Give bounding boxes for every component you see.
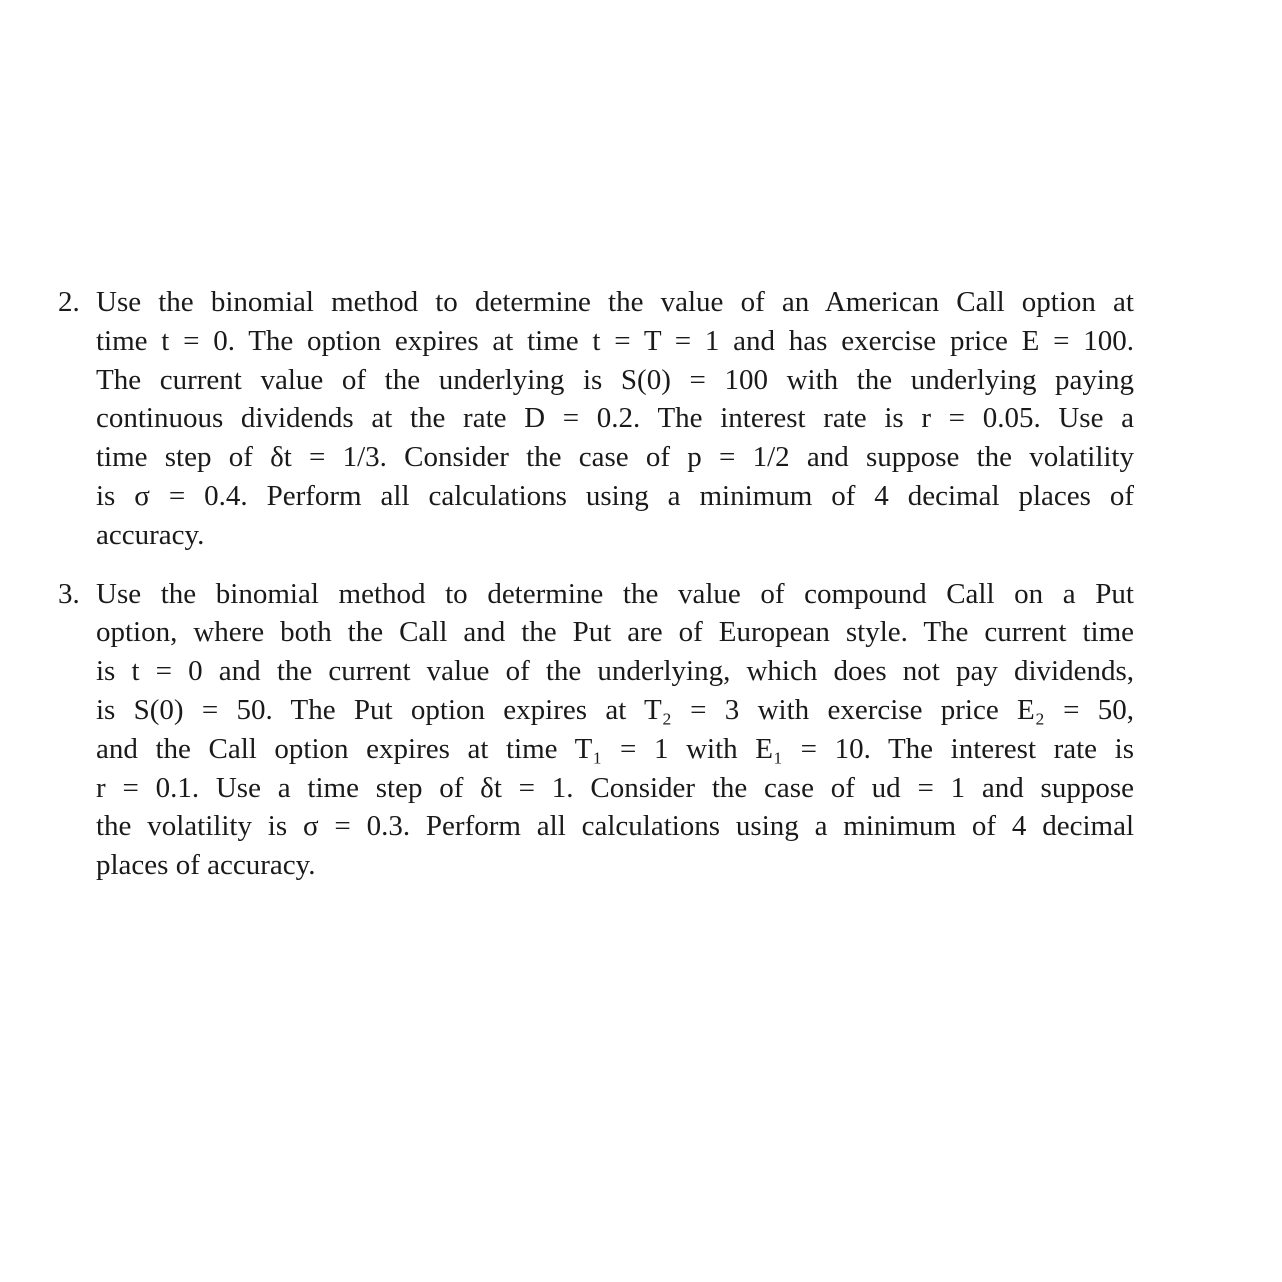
problem-text-line: is S(0) = 50. The Put option expires at T₂ = 3 with exercise price E₂ = 50, <box>96 693 1134 726</box>
problem-text-line: places of accuracy. <box>96 849 316 882</box>
problem-text-line: Use the binomial method to determine the value of compound Call on a Put <box>96 577 1134 610</box>
problem-text-line: accuracy. <box>96 518 205 551</box>
problem-text-line: the volatility is σ = 0.3. Perform all calculations using a minimum of 4 decimal <box>96 810 1134 843</box>
problem-text-line: is σ = 0.4. Perform all calculations using a minimum of 4 decimal places of <box>96 479 1134 512</box>
problem-list <box>0 283 1282 885</box>
problem-text-line: The current value of the underlying is S(0) = 100 with the underlying paying <box>96 363 1134 396</box>
problem-3 <box>58 575 1134 885</box>
problem-text-line: Use the binomial method to determine the value of an American Call option at <box>96 286 1134 318</box>
problem-text-line: continuous dividends at the rate D = 0.2. The interest rate is r = 0.05. Use a <box>96 402 1134 435</box>
problem-2 <box>58 283 1134 555</box>
problem-text-line: time t = 0. The option expires at time t = T = 1 and has exercise price E = 100. <box>96 324 1134 357</box>
problem-text-line: time step of δt = 1/3. Consider the case of p = 1/2 and suppose the volatility <box>96 441 1134 474</box>
problem-text-line: option, where both the Call and the Put are of European style. The current time <box>96 616 1134 649</box>
problem-text-line: and the Call option expires at time T₁ = 1 with E₁ = 10. The interest rate is <box>96 732 1134 765</box>
problem-text-line: r = 0.1. Use a time step of δt = 1. Consider the case of ud = 1 and suppose <box>96 771 1134 804</box>
problem-number: 3. <box>58 577 80 610</box>
problem-text-line: is t = 0 and the current value of the underlying, which does not pay dividends, <box>96 655 1134 688</box>
problem-number: 2. <box>58 286 80 318</box>
